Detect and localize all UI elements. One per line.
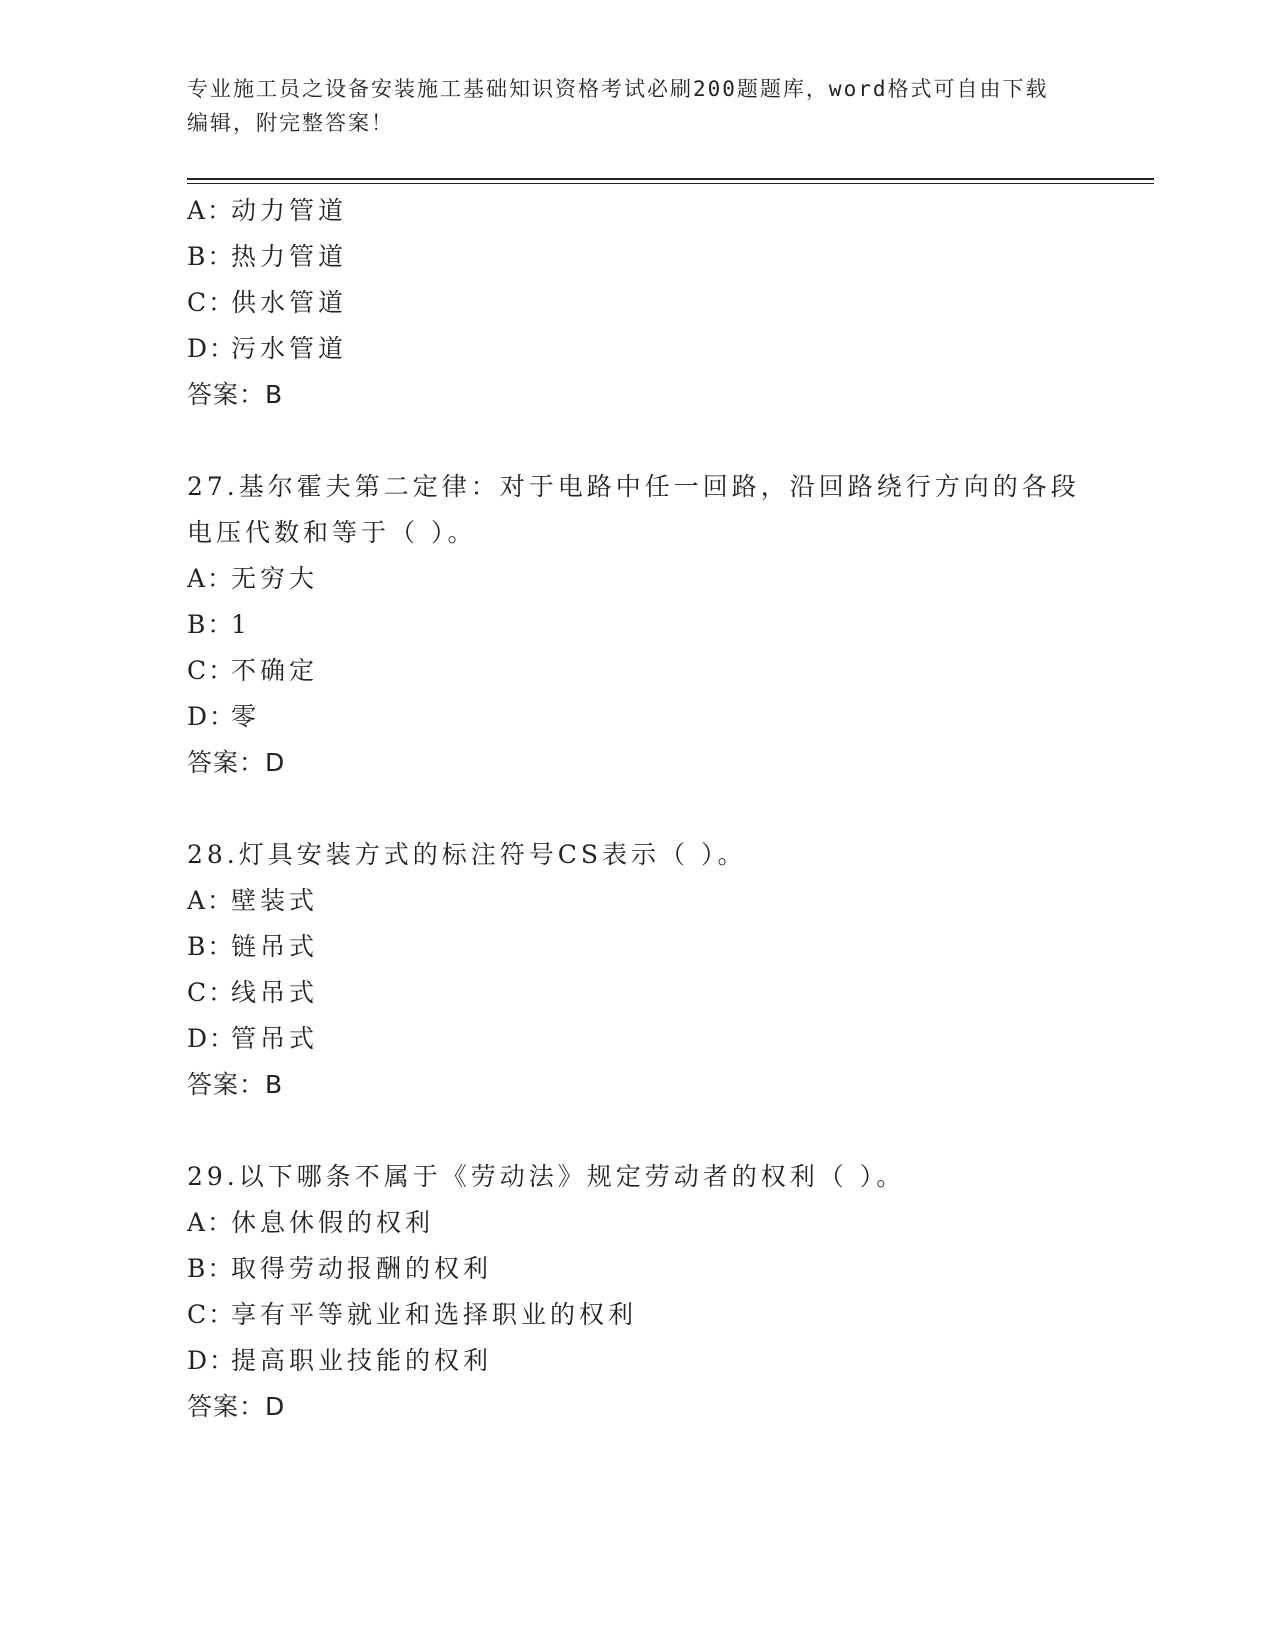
option-label: D： <box>187 1346 237 1375</box>
header-title: 专业施工员之设备安装施工基础知识资格考试必刷200题题库，word格式可自由下载编辑，附完整答案！ <box>187 77 1049 135</box>
option-label: A： <box>187 564 235 593</box>
option-label: A： <box>187 196 235 225</box>
option-text: 不确定 <box>231 656 319 685</box>
spacer <box>187 786 1087 832</box>
option-text: 管吊式 <box>231 1024 319 1053</box>
option-c <box>187 648 1087 694</box>
option-label: A： <box>187 1208 235 1237</box>
option-b <box>187 602 1087 648</box>
option-label: D： <box>187 702 237 731</box>
option-label: A： <box>187 886 235 915</box>
option-text: 污水管道 <box>231 334 348 363</box>
header-divider <box>187 178 1154 184</box>
spacer <box>187 1108 1087 1154</box>
option-label: B： <box>187 610 235 639</box>
option-b <box>187 234 1087 280</box>
option-text: 1 <box>231 610 251 639</box>
question-block-27 <box>187 464 1087 786</box>
answer-line: 答案：B <box>187 380 284 409</box>
option-a <box>187 878 1087 924</box>
question-content <box>187 188 1087 1430</box>
spacer <box>187 418 1087 464</box>
option-label: B： <box>187 932 235 961</box>
option-c <box>187 1292 1087 1338</box>
option-b <box>187 924 1087 970</box>
option-d <box>187 694 1087 740</box>
option-c <box>187 280 1087 326</box>
option-d <box>187 1016 1087 1062</box>
option-b <box>187 1246 1087 1292</box>
question-stem: 28.灯具安装方式的标注符号CS表示（ ）。 <box>187 840 747 869</box>
option-label: C： <box>187 1300 236 1329</box>
option-text: 享有平等就业和选择职业的权利 <box>231 1300 638 1329</box>
option-text: 热力管道 <box>231 242 348 271</box>
option-text: 休息休假的权利 <box>231 1208 435 1237</box>
option-text: 取得劳动报酬的权利 <box>231 1254 493 1283</box>
option-text: 零 <box>231 702 261 731</box>
option-a <box>187 188 1087 234</box>
option-d <box>187 1338 1087 1384</box>
option-text: 无穷大 <box>231 564 319 593</box>
option-label: C： <box>187 656 236 685</box>
option-label: B： <box>187 1254 235 1283</box>
question-stem: 27.基尔霍夫第二定律：对于电路中任一回路，沿回路绕行方向的各段电压代数和等于（ ）。 <box>187 472 1080 547</box>
option-label: B： <box>187 242 235 271</box>
option-label: C： <box>187 978 236 1007</box>
question-block-28 <box>187 832 1087 1108</box>
question-block-29 <box>187 1154 1087 1430</box>
option-d <box>187 326 1087 372</box>
answer-line: 答案：B <box>187 1070 284 1099</box>
question-block-prev <box>187 188 1087 418</box>
option-text: 链吊式 <box>231 932 319 961</box>
option-label: D： <box>187 1024 237 1053</box>
option-text: 壁装式 <box>231 886 319 915</box>
option-text: 供水管道 <box>231 288 348 317</box>
option-label: D： <box>187 334 237 363</box>
option-text: 提高职业技能的权利 <box>231 1346 493 1375</box>
option-text: 线吊式 <box>231 978 319 1007</box>
document-header <box>187 72 1067 140</box>
option-a <box>187 1200 1087 1246</box>
answer-line: 答案：D <box>187 748 286 777</box>
option-c <box>187 970 1087 1016</box>
option-a <box>187 556 1087 602</box>
answer-line: 答案：D <box>187 1392 286 1421</box>
option-text: 动力管道 <box>231 196 348 225</box>
question-stem: 29.以下哪条不属于《劳动法》规定劳动者的权利（ ）。 <box>187 1162 906 1191</box>
option-label: C： <box>187 288 236 317</box>
